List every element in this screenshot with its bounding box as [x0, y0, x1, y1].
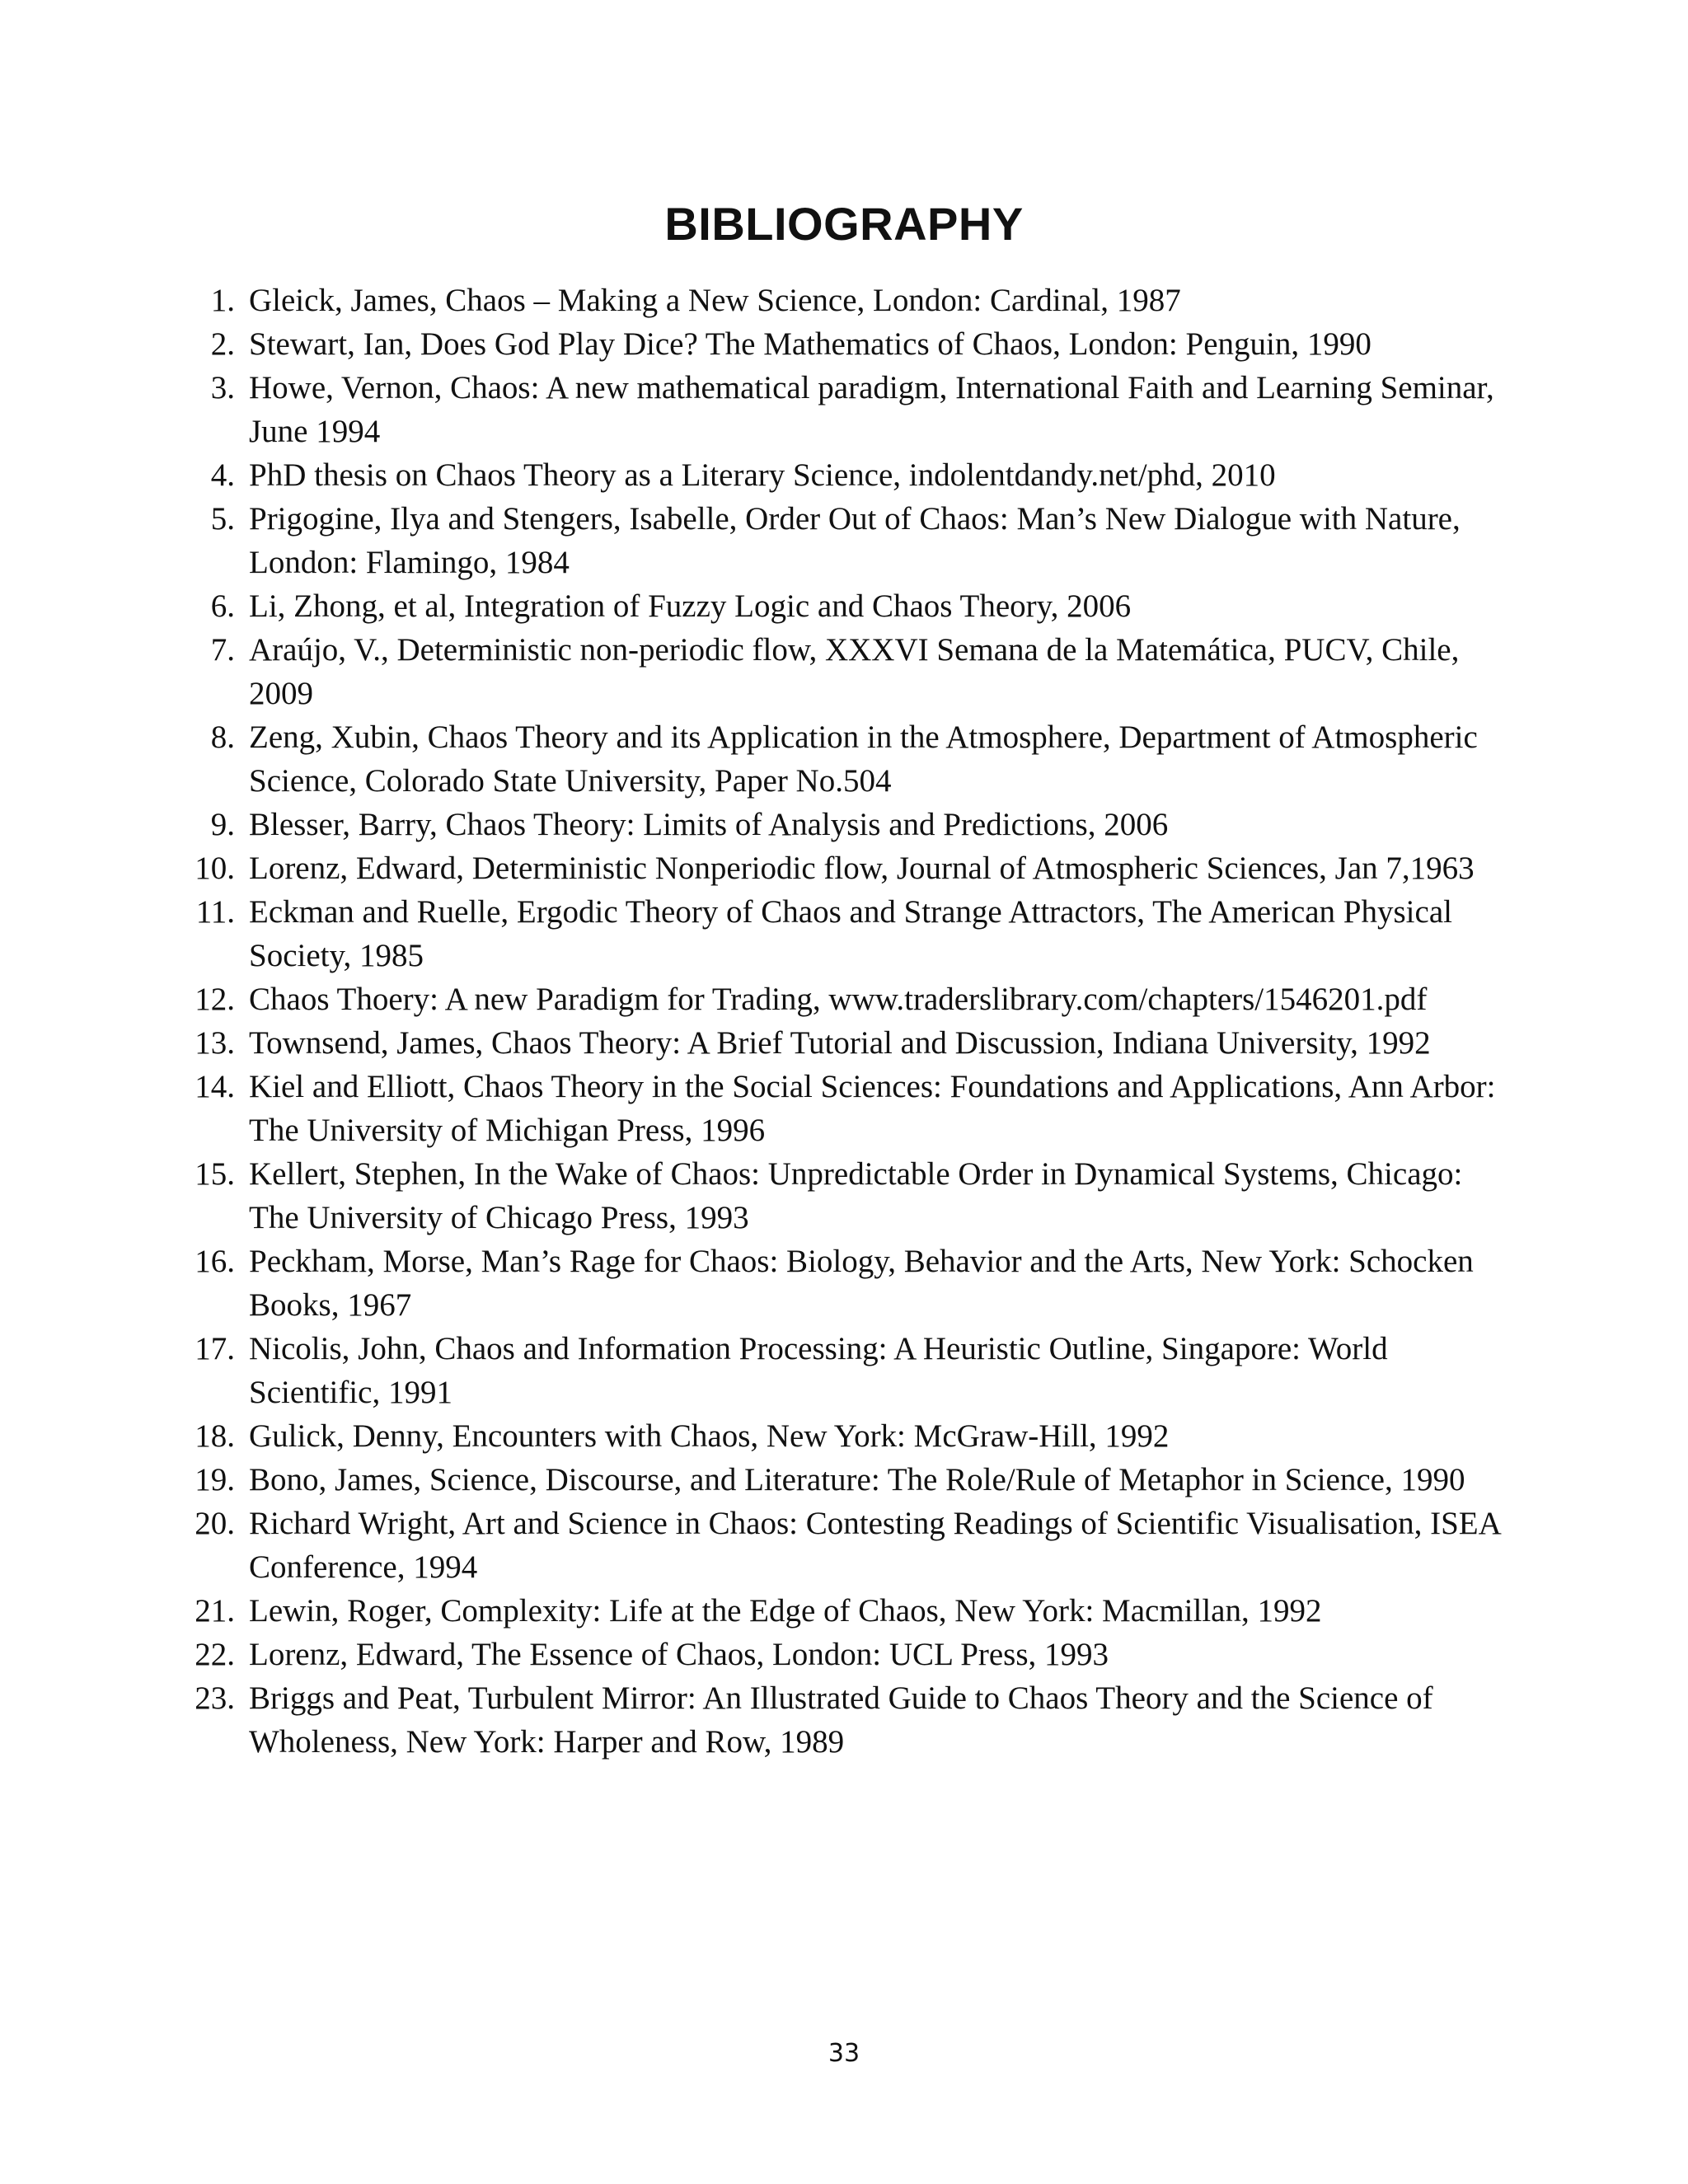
entry-number: 10. — [195, 851, 235, 886]
entry-number: 11. — [195, 894, 235, 930]
bibliography-entry — [165, 715, 1500, 803]
bibliography-entry — [165, 1414, 1500, 1458]
entry-text: Gleick, James, Chaos – Making a New Science, London: Cardinal, 1987 — [249, 283, 1181, 318]
entry-number: 7. — [210, 632, 235, 668]
bibliography-entry — [165, 453, 1500, 497]
entry-number: 23. — [195, 1680, 235, 1716]
bibliography-entry — [165, 1021, 1500, 1065]
entry-number: 14. — [195, 1069, 235, 1104]
bibliography-entry — [165, 1327, 1500, 1414]
entry-number: 13. — [195, 1025, 235, 1061]
entry-number: 20. — [195, 1506, 235, 1541]
bibliography-entry — [165, 1065, 1500, 1152]
entry-text: Briggs and Peat, Turbulent Mirror: An Illustrated Guide to Chaos Theory and the Science of Wholeness, New York: Harper and Row, 1989 — [249, 1680, 1433, 1760]
bibliography-entry — [165, 366, 1500, 453]
entry-text: Nicolis, John, Chaos and Information Processing: A Heuristic Outline, Singapore: World Scientific, 1991 — [249, 1331, 1388, 1410]
bibliography-entry — [165, 890, 1500, 977]
bibliography-entry — [165, 628, 1500, 715]
entry-number: 1. — [210, 283, 235, 318]
bibliography-entry — [165, 1589, 1500, 1633]
entry-number: 2. — [210, 326, 235, 362]
entry-number: 12. — [195, 982, 235, 1017]
entry-number: 8. — [210, 719, 235, 755]
bibliography-entry — [165, 846, 1500, 890]
entry-text: Lorenz, Edward, Deterministic Nonperiodic flow, Journal of Atmospheric Sciences, Jan 7,1963 — [249, 851, 1475, 886]
entry-text: Li, Zhong, et al, Integration of Fuzzy Logic and Chaos Theory, 2006 — [249, 588, 1132, 624]
bibliography-entry — [165, 1676, 1500, 1764]
page-number: 33 — [828, 2039, 860, 2068]
bibliography-entry — [165, 584, 1500, 628]
entry-number: 15. — [195, 1156, 235, 1192]
bibliography-entry — [165, 1152, 1500, 1240]
entry-text: Townsend, James, Chaos Theory: A Brief Tutorial and Discussion, Indiana University, 1992 — [249, 1025, 1431, 1061]
bibliography-entry — [165, 1633, 1500, 1676]
entry-number: 19. — [195, 1462, 235, 1497]
entry-text: Kellert, Stephen, In the Wake of Chaos: Unpredictable Order in Dynamical Systems, Chicago: The University of Chicago Press, 1993 — [249, 1156, 1463, 1235]
entry-number: 3. — [210, 370, 235, 405]
entry-text: Stewart, Ian, Does God Play Dice? The Mathematics of Chaos, London: Penguin, 1990 — [249, 326, 1372, 362]
bibliography-list — [165, 279, 1500, 1764]
entry-text: Zeng, Xubin, Chaos Theory and its Application in the Atmosphere, Department of Atmospheric Science, Colorado State University, Paper No.504 — [249, 719, 1478, 799]
entry-text: Araújo, V., Deterministic non-periodic flow, XXXVI Semana de la Matemática, PUCV, Chile, 2009 — [249, 632, 1460, 711]
bibliography-entry — [165, 279, 1500, 322]
entry-text: Bono, James, Science, Discourse, and Literature: The Role/Rule of Metaphor in Science, 1990 — [249, 1462, 1465, 1497]
bibliography-entry — [165, 497, 1500, 584]
entry-number: 4. — [210, 457, 235, 493]
entry-number: 5. — [210, 501, 235, 537]
entry-text: Lewin, Roger, Complexity: Life at the Edge of Chaos, New York: Macmillan, 1992 — [249, 1593, 1322, 1629]
entry-text: Eckman and Ruelle, Ergodic Theory of Chaos and Strange Attractors, The American Physical Society, 1985 — [249, 894, 1452, 973]
entry-number: 17. — [195, 1331, 235, 1366]
entry-text: Blesser, Barry, Chaos Theory: Limits of Analysis and Predictions, 2006 — [249, 807, 1169, 842]
entry-text: Peckham, Morse, Man’s Rage for Chaos: Biology, Behavior and the Arts, New York: Schocken Books, 1967 — [249, 1244, 1474, 1323]
bibliography-entry — [165, 803, 1500, 846]
entry-number: 16. — [195, 1244, 235, 1279]
entry-number: 9. — [210, 807, 235, 842]
entry-number: 21. — [195, 1593, 235, 1629]
entry-text: Prigogine, Ilya and Stengers, Isabelle, Order Out of Chaos: Man’s New Dialogue with Nature, London: Flamingo, 1984 — [249, 501, 1461, 580]
entry-text: PhD thesis on Chaos Theory as a Literary Science, indolentdandy.net/phd, 2010 — [249, 457, 1276, 493]
entry-number: 6. — [210, 588, 235, 624]
entry-number: 22. — [195, 1637, 235, 1672]
bibliography-entry — [165, 1240, 1500, 1327]
entry-text: Howe, Vernon, Chaos: A new mathematical paradigm, International Faith and Learning Seminar, June 1994 — [249, 370, 1494, 449]
bibliography-entry — [165, 1458, 1500, 1502]
bibliography-entry — [165, 1502, 1500, 1589]
bibliography-entry — [165, 977, 1500, 1021]
entry-text: Kiel and Elliott, Chaos Theory in the Social Sciences: Foundations and Applications, Ann Arbor: The University of Michigan Press, 1996 — [249, 1069, 1496, 1148]
entry-text: Richard Wright, Art and Science in Chaos: Contesting Readings of Scientific Visualisation, ISEA Conference, 1994 — [249, 1506, 1500, 1585]
page-title: BIBLIOGRAPHY — [664, 198, 1024, 250]
entry-text: Lorenz, Edward, The Essence of Chaos, London: UCL Press, 1993 — [249, 1637, 1109, 1672]
entry-text: Gulick, Denny, Encounters with Chaos, New York: McGraw-Hill, 1992 — [249, 1418, 1170, 1454]
entry-text: Chaos Thoery: A new Paradigm for Trading, www.traderslibrary.com/chapters/1546201.pdf — [249, 982, 1428, 1017]
entry-number: 18. — [195, 1418, 235, 1454]
bibliography-entry — [165, 322, 1500, 366]
